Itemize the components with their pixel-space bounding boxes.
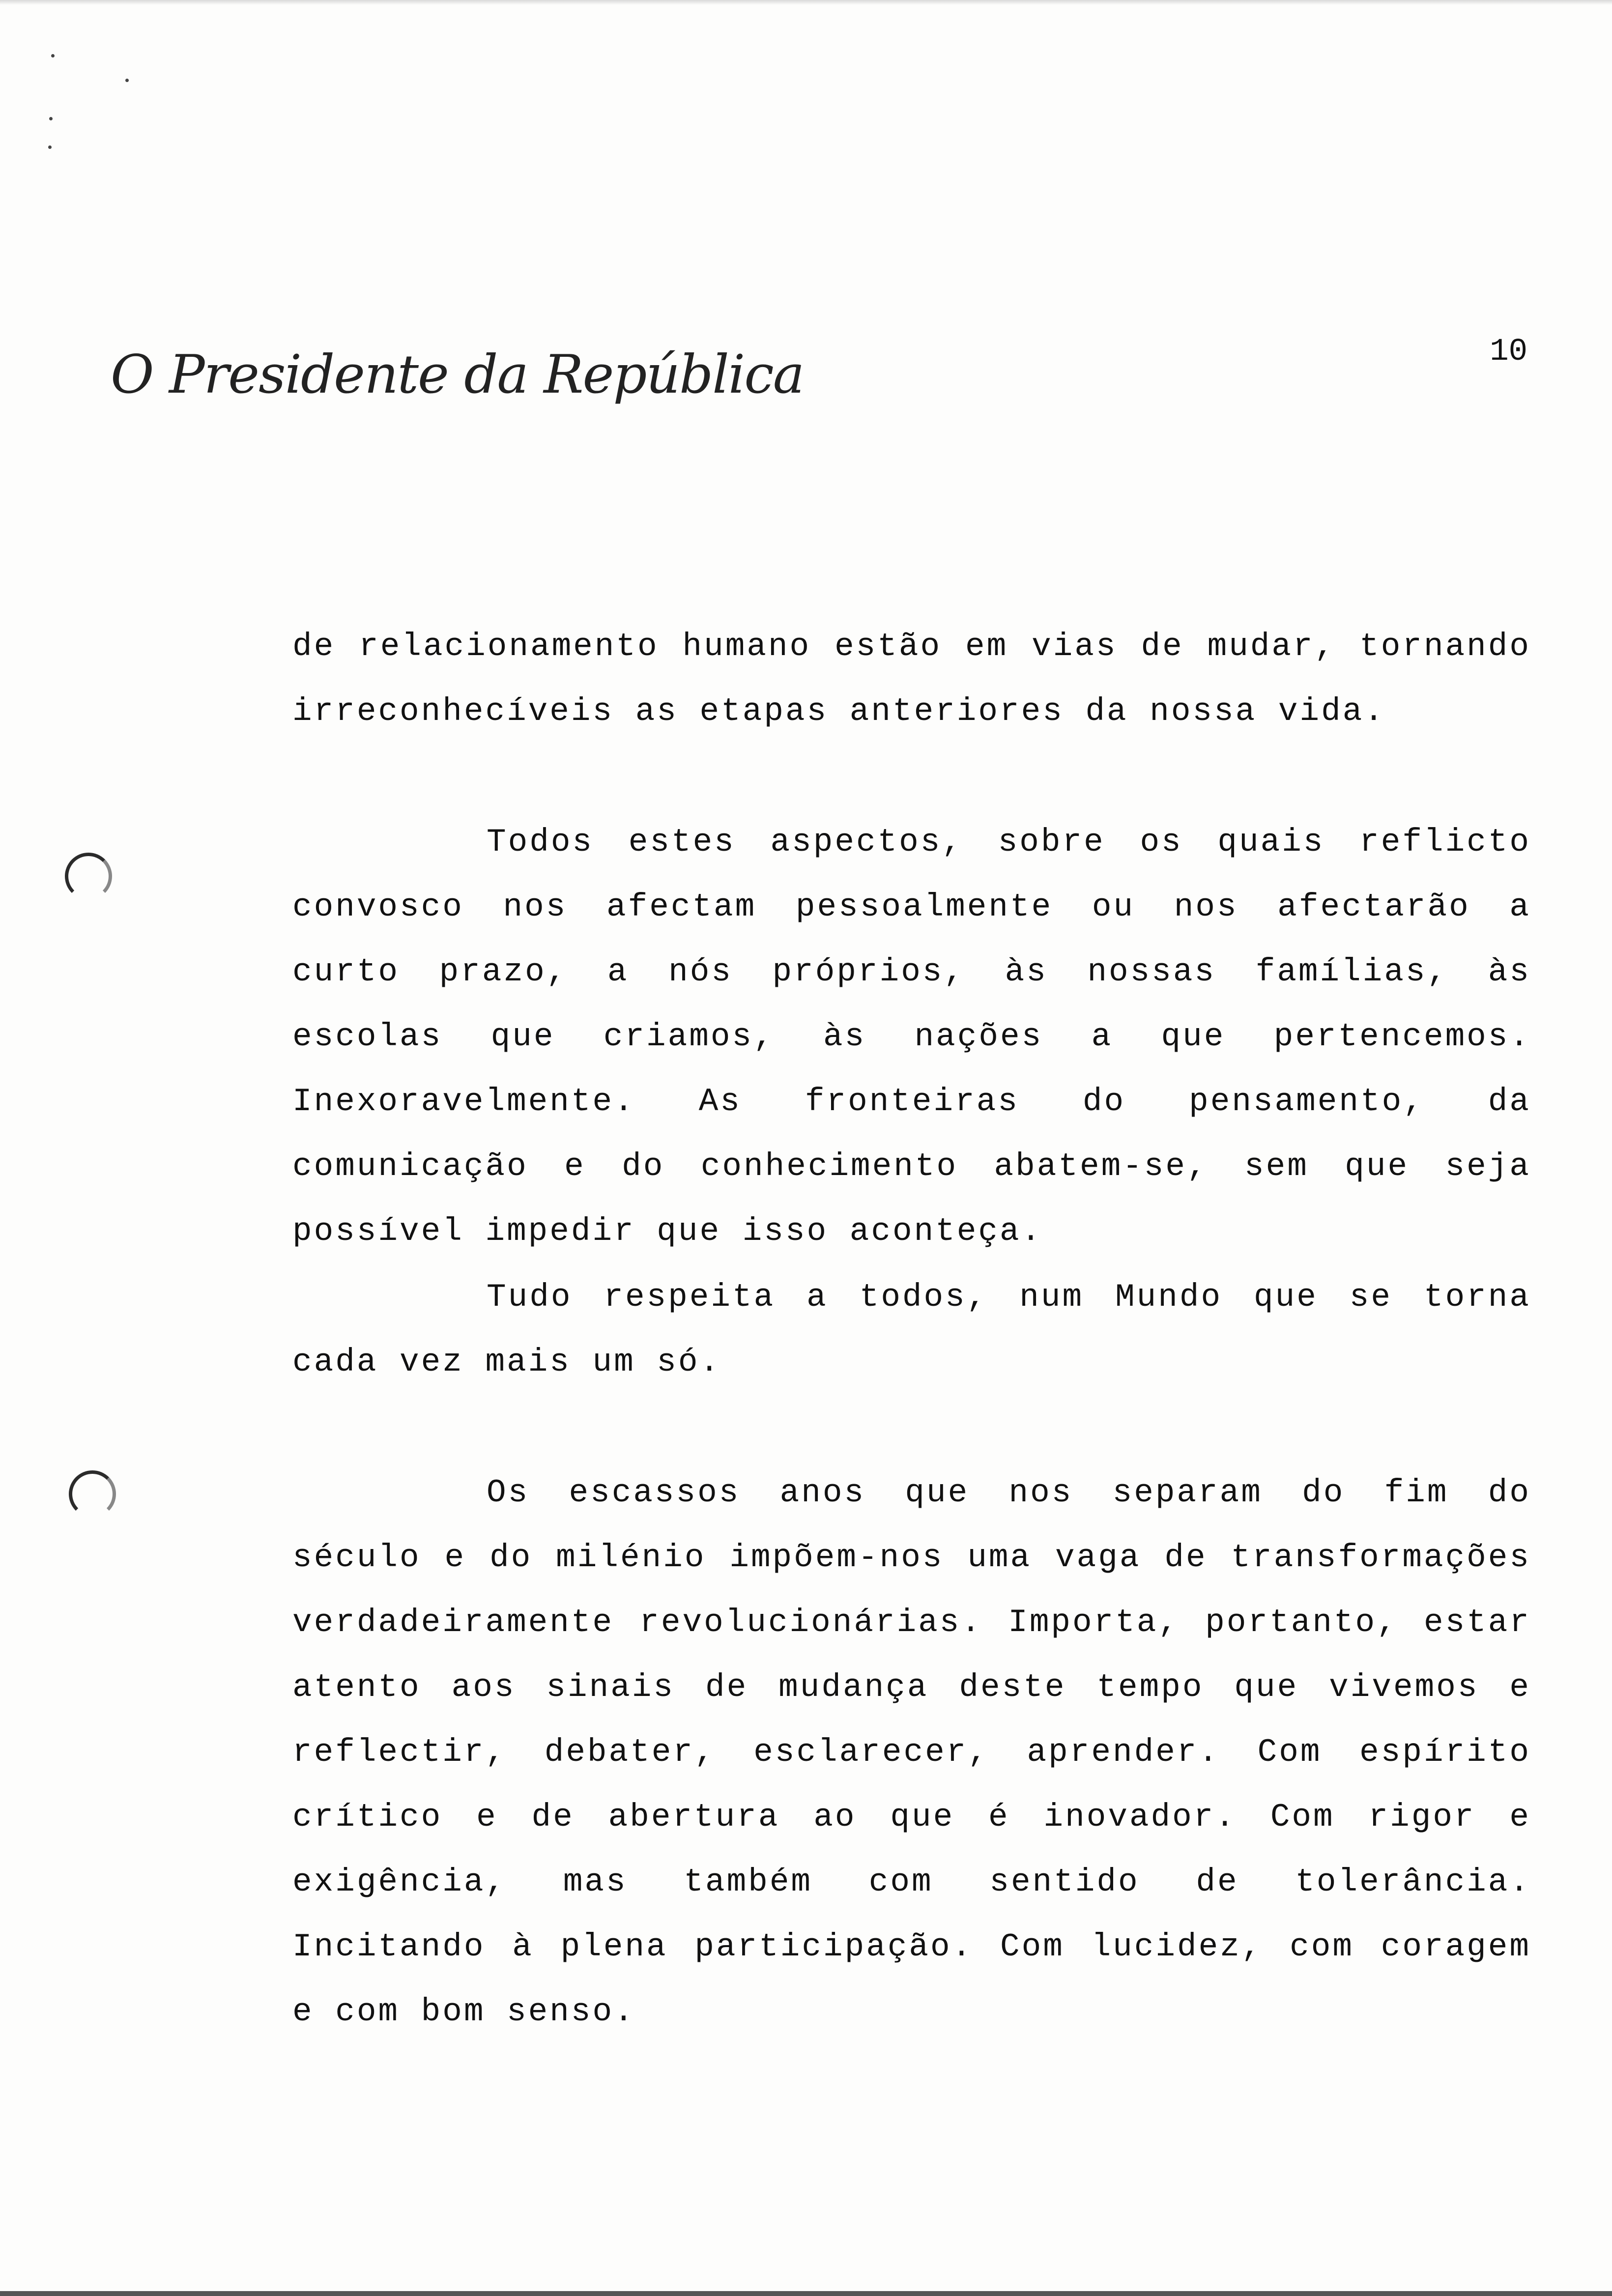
scan-speck <box>125 79 129 82</box>
punch-hole-icon <box>65 853 112 900</box>
paragraph-text: Os escassos anos que nos separam do fim do século e do milénio impõem-nos uma vaga de transformações verdadeiramente revolucionárias. Importa, portanto, estar atento aos sinais de mudança deste tempo que vivemos e reflectir, debater, esclarecer, aprender. Com espírito crítico e de abertura ao que é inovador. Com rigor e exigência, mas também com sentido de tolerância. Incitando à plena participação. Com lucidez, com coragem e com bom senso. <box>292 1474 1531 2030</box>
punch-hole-icon <box>69 1470 116 1518</box>
paragraph-text: Todos estes aspectos, sobre os quais reflicto convosco nos afectam pessoalmente ou nos afectarão a curto prazo, a nós próprios, às nossas famílias, às escolas que criamos, às nações a que pertencemos. Inexoravelmente. As fronteiras do pensamento, da comunicação e do conhecimento abatem-se, sem que seja possível impedir que isso aconteça. <box>292 824 1531 1250</box>
scan-speck <box>51 54 55 57</box>
paragraph-2 <box>292 810 1531 1264</box>
paragraph-text: Tudo respeita a todos, num Mundo que se torna cada vez mais um só. <box>292 1279 1531 1380</box>
scan-speck <box>48 145 52 149</box>
paragraph-3 <box>292 1265 1531 1395</box>
scan-bottom-edge <box>0 2291 1612 2296</box>
scan-top-edge <box>0 0 1612 5</box>
paragraph-text: de relacionamento humano estão em vias de mudar, tornando irreconhecíveis as etapas anteriores da nossa vida. <box>292 628 1531 730</box>
letterhead: O Presidente da República <box>111 344 804 405</box>
paragraph-4 <box>292 1461 1531 2044</box>
paragraph-1 <box>292 614 1531 744</box>
page-number: 10 <box>1490 334 1527 370</box>
scan-speck <box>49 117 53 120</box>
